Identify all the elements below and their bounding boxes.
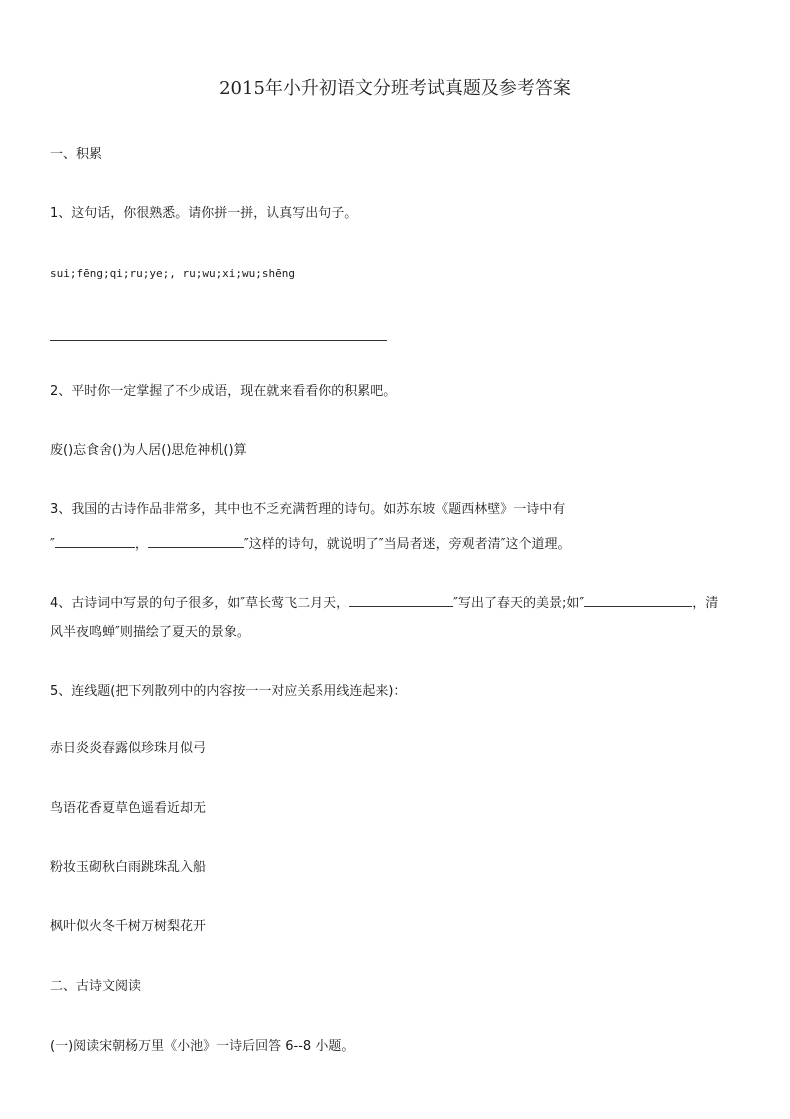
question-2: 2、平时你一定掌握了不少成语，现在就来看看你的积累吧。 <box>50 384 397 399</box>
question-4-mid: ″写出了春天的美景;如″ <box>453 596 585 611</box>
subsection-1: (一)阅读宋朝杨万里《小池》一诗后回答 6--8 小题。 <box>50 1039 355 1054</box>
match-item: 鸟语花香夏草色遥看近却无 <box>50 801 207 816</box>
question-4-line-2: 风半夜鸣蝉″则描绘了夏天的景象。 <box>50 625 250 640</box>
section-heading-accumulation: 一、积累 <box>50 147 103 162</box>
question-4-end: ，清 <box>692 596 719 611</box>
answer-blank-4a[interactable] <box>349 594 453 607</box>
section-heading-classical-reading: 二、古诗文阅读 <box>50 979 142 994</box>
match-item: 粉妆玉砌秋白雨跳珠乱入船 <box>50 860 207 875</box>
question-2-idioms: 废()忘食舍()为人居()思危神机()算 <box>50 443 247 458</box>
match-item: 赤日炎炎春露似珍珠月似弓 <box>50 741 207 756</box>
question-3-line-1: 3、我国的古诗作品非常多，其中也不乏充满哲理的诗句。如苏东坡《题西林壁》一诗中有 <box>50 502 566 517</box>
question-4-lead: 4、古诗词中写景的句子很多，如″草长莺飞二月天， <box>50 596 350 611</box>
question-5: 5、连线题(把下列散列中的内容按一一对应关系用线连起来)： <box>50 684 407 699</box>
document-title: 2015年小升初语文分班考试真题及参考答案 <box>219 78 571 99</box>
comma: ， <box>134 537 148 552</box>
answer-blank-4b[interactable] <box>584 594 692 607</box>
match-item: 枫叶似火冬千树万树梨花开 <box>50 919 207 934</box>
question-1: 1、这句话，你很熟悉。请你拼一拼，认真写出句子。 <box>50 206 358 221</box>
answer-blank-3b[interactable] <box>148 535 244 548</box>
question-3-tail: ″这样的诗句，就说明了″当局者迷，旁观者清″这个道理。 <box>243 537 571 552</box>
question-3-line-2 <box>50 535 570 553</box>
question-4-line-1 <box>50 594 718 612</box>
answer-blank-3a[interactable] <box>55 535 135 548</box>
quote-mark: ″ <box>50 537 55 552</box>
answer-line-1[interactable] <box>50 340 387 341</box>
question-1-pinyin: sui;fēng;qi;ru;ye;, ru;wu;xi;wu;shēng <box>50 267 296 280</box>
